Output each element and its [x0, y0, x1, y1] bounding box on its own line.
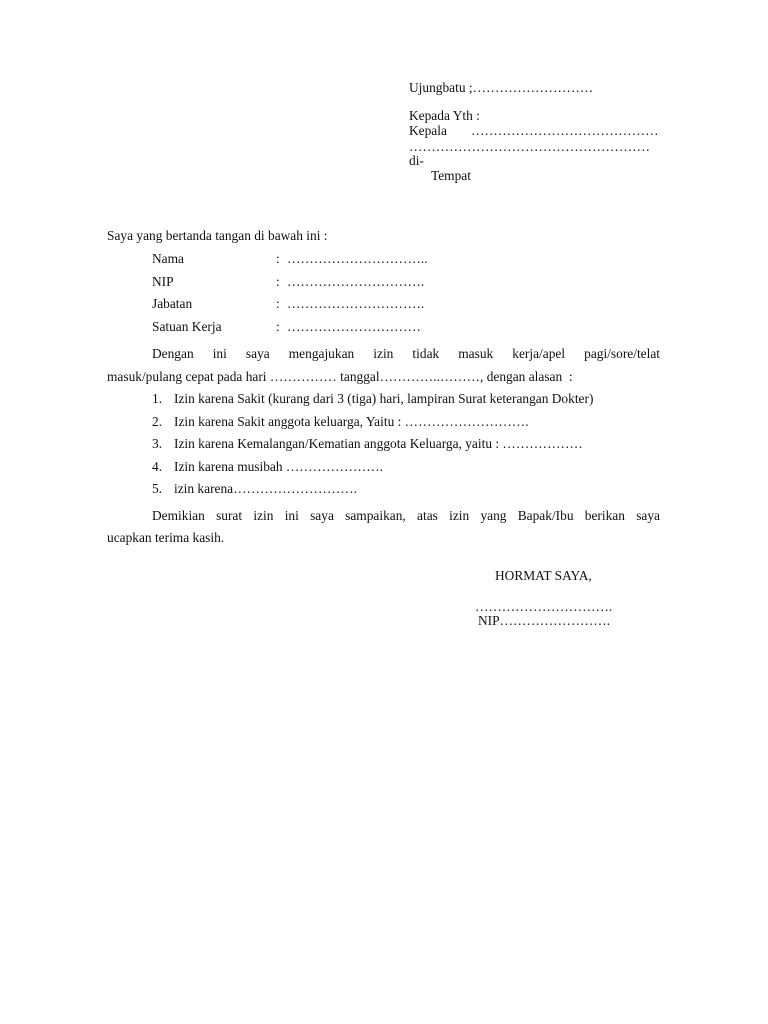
field-colon: : [276, 319, 280, 334]
closing-paragraph-line-1: Demikian surat izin ini saya sampaikan, atas izin yang Bapak/Ibu berikan saya [152, 508, 660, 523]
list-item [152, 391, 593, 407]
recipient-di: di- [409, 153, 424, 168]
list-item-number: 3. [152, 436, 163, 451]
signature-name-blank: …………………………. [475, 599, 613, 614]
signature-nip: NIP……………………. [478, 613, 611, 628]
closing-paragraph-line-2: ucapkan terima kasih. [107, 530, 225, 545]
list-item-number: 4. [152, 459, 163, 474]
field-label-nama: Nama [152, 251, 184, 266]
list-item-text: Izin karena Sakit anggota keluarga, Yaitu : ………………………. [174, 414, 529, 429]
list-item-text: izin karena………………………. [174, 481, 357, 496]
list-item-number: 2. [152, 414, 163, 429]
field-label-nip: NIP [152, 274, 174, 289]
recipient-title-label: Kepala [409, 123, 447, 138]
field-value-jabatan: …………………………. [287, 296, 425, 311]
signature-closing: HORMAT SAYA, [495, 568, 592, 583]
field-value-nama: ………………………….. [287, 251, 428, 266]
field-label-satuan-kerja: Satuan Kerja [152, 319, 222, 334]
intro-sentence: Saya yang bertanda tangan di bawah ini : [107, 228, 328, 243]
list-item-text: Izin karena Sakit (kurang dari 3 (tiga) hari, lampiran Surat keterangan Dokter) [174, 391, 594, 406]
list-item [152, 459, 383, 475]
field-value-satuan-kerja: ………………………… [287, 319, 421, 334]
recipient-tempat: Tempat [431, 168, 471, 183]
list-item-text: Izin karena Kemalangan/Kematian anggota Keluarga, yaitu : ……………… [174, 436, 583, 451]
field-label-jabatan: Jabatan [152, 296, 193, 311]
list-item-text: Izin karena musibah …………………. [174, 459, 383, 474]
list-item [152, 414, 529, 430]
list-item-number: 5. [152, 481, 163, 496]
request-paragraph-line-1: Dengan ini saya mengajukan izin tidak masuk kerja/apel pagi/sore/telat [152, 346, 660, 361]
recipient-title-blank: …………………………………… [471, 123, 659, 138]
list-item-number: 1. [152, 391, 163, 406]
request-paragraph-line-2: masuk/pulang cepat pada hari …………… tanggal…………..………, dengan alasan : [107, 369, 573, 384]
place-date-line: Ujungbatu ;……………………… [409, 80, 594, 95]
field-colon: : [276, 274, 280, 289]
recipient-address-blank: ……………………………………………… [409, 139, 651, 154]
recipient-salutation: Kepada Yth : [409, 108, 480, 123]
list-item [152, 436, 583, 452]
field-colon: : [276, 251, 280, 266]
field-colon: : [276, 296, 280, 311]
field-value-nip: …………………………. [287, 274, 425, 289]
list-item [152, 481, 357, 497]
